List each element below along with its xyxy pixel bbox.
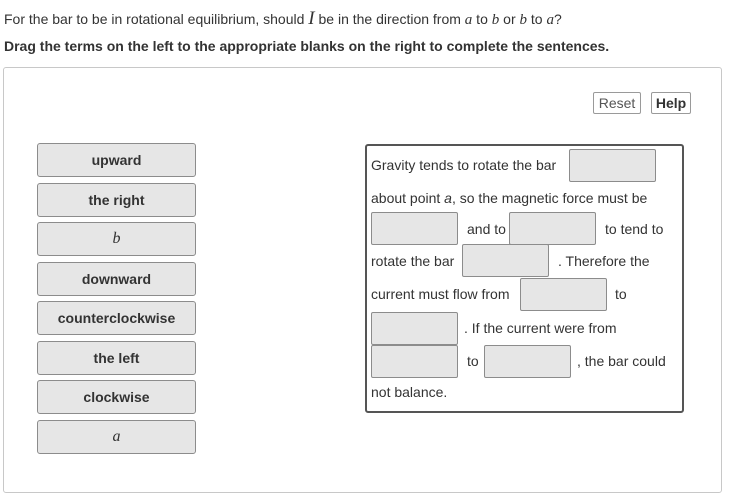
term-a[interactable]: a: [37, 420, 196, 454]
sentence-text-10: to: [467, 353, 479, 369]
term-the-right[interactable]: the right: [37, 183, 196, 217]
term-counterclockwise[interactable]: counterclockwise: [37, 301, 196, 335]
sentence-text-2: about point a, so the magnetic force must be: [371, 190, 648, 206]
sentence-text-7: current must flow from: [371, 286, 510, 302]
reset-button[interactable]: Reset: [593, 92, 641, 114]
blank-8[interactable]: [484, 345, 571, 378]
term-clockwise[interactable]: clockwise: [37, 380, 196, 414]
blank-1[interactable]: [569, 149, 656, 182]
instruction-text: Drag the terms on the left to the appropriate blanks on the right to complete the sentences.: [4, 38, 610, 54]
sentence-text-12: not balance.: [371, 384, 448, 400]
blank-5[interactable]: [520, 278, 607, 311]
term-the-left[interactable]: the left: [37, 341, 196, 375]
help-button[interactable]: Help: [651, 92, 691, 114]
sentence-text-3: and to: [467, 221, 506, 237]
sentence-text-11: , the bar could: [577, 353, 666, 369]
sentence-text-8: to: [615, 286, 627, 302]
sentence-text-9: . If the current were from: [464, 320, 617, 336]
blank-3[interactable]: [509, 212, 596, 245]
sentence-text-6: . Therefore the: [558, 253, 650, 269]
term-b[interactable]: b: [37, 222, 196, 256]
term-upward[interactable]: upward: [37, 143, 196, 177]
question-text: For the bar to be in rotational equilibrium, should I be in the direction from a to b or b to a?: [4, 8, 562, 29]
sentence-text-1: Gravity tends to rotate the bar: [371, 157, 557, 173]
blank-6[interactable]: [371, 312, 458, 345]
sentence-text-5: rotate the bar: [371, 253, 455, 269]
term-downward[interactable]: downward: [37, 262, 196, 296]
blank-2[interactable]: [371, 212, 458, 245]
current-variable: I: [308, 8, 315, 29]
blank-7[interactable]: [371, 345, 458, 378]
blank-4[interactable]: [462, 244, 549, 277]
sentence-text-4: to tend to: [605, 221, 664, 237]
